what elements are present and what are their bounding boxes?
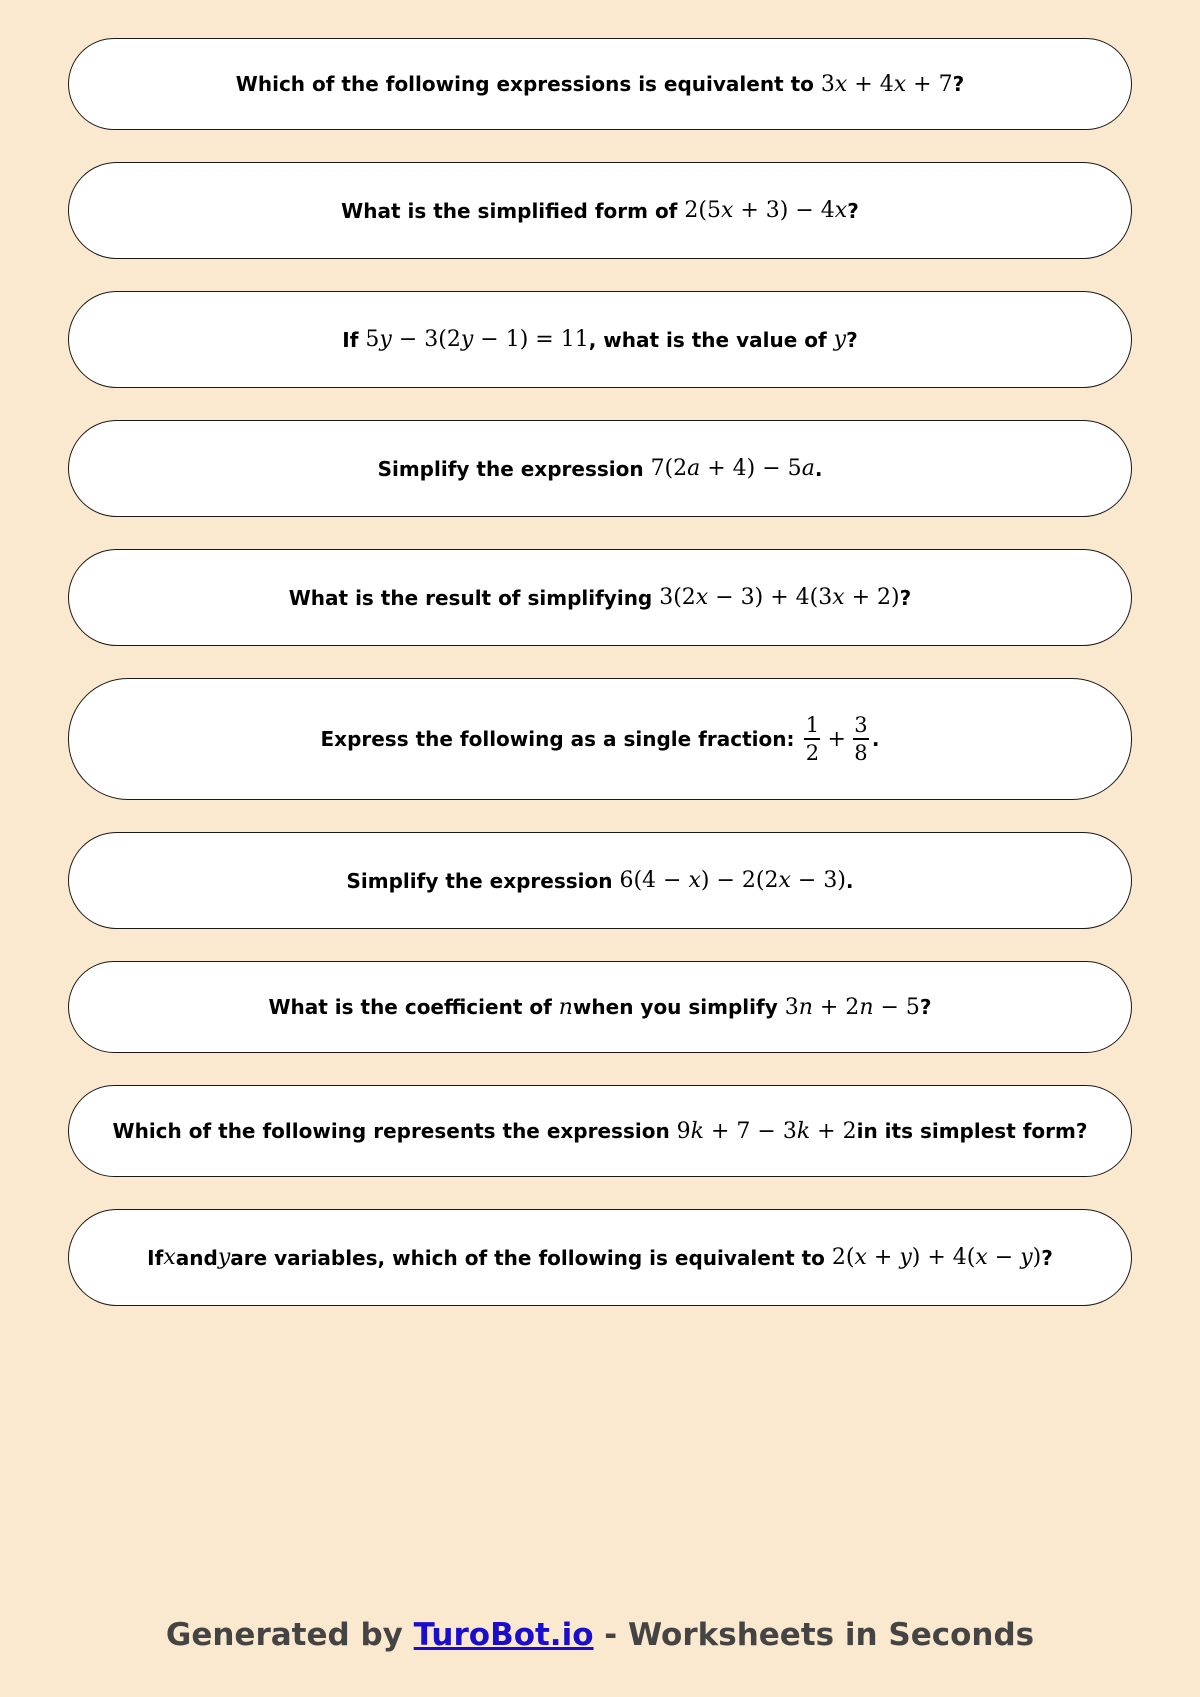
question-4	[68, 420, 1132, 517]
math-expression: n	[558, 994, 573, 1020]
question-text: Which of the following represents the expression	[112, 1119, 670, 1143]
fraction-bar	[853, 738, 869, 739]
fraction-numerator: 1	[805, 713, 820, 738]
question-text: .	[814, 456, 823, 481]
question-6	[68, 678, 1132, 800]
question-text: Which of the following expressions is equivalent to	[235, 72, 814, 96]
math-expression: 7(2a + 4) − 5a	[650, 456, 815, 481]
question-text: If	[342, 327, 359, 352]
question-text: ?	[847, 198, 859, 223]
fraction-bar	[804, 738, 820, 739]
math-expression: 6(4 − x) − 2(2x − 3)	[619, 868, 846, 893]
question-text: ?	[899, 585, 912, 610]
fraction-denominator: 8	[854, 740, 868, 765]
question-3	[68, 291, 1132, 388]
question-10	[68, 1209, 1132, 1306]
math-expression: 3n + 2n − 5	[784, 994, 920, 1020]
turobot-link[interactable]: TuroBot.io	[413, 1617, 594, 1653]
question-2	[68, 162, 1132, 259]
footer	[0, 1617, 1200, 1653]
question-text: What is the simplified form of	[341, 198, 678, 223]
question-5	[68, 549, 1132, 646]
question-text: in its simplest form?	[856, 1119, 1088, 1143]
question-text: , what is the value of	[588, 327, 827, 352]
math-expression: x	[163, 1245, 176, 1270]
math-expression: y	[217, 1245, 231, 1270]
question-text: are variables, which of the following is equivalent to	[230, 1245, 825, 1270]
fraction-numerator: 3	[854, 713, 868, 738]
question-text: .	[871, 727, 880, 751]
question-text: .	[845, 868, 854, 893]
question-text: ?	[952, 72, 965, 96]
question-text: Express the following as a single fraction:	[320, 727, 795, 751]
fraction-denominator: 2	[805, 740, 820, 765]
math-operator: +	[827, 726, 846, 752]
question-text: ?	[846, 327, 858, 352]
math-expression: y	[833, 327, 847, 352]
question-text: If	[147, 1245, 164, 1270]
footer-prefix: Generated by	[165, 1617, 414, 1653]
math-expression: 2(x + y) + 4(x − y)	[831, 1245, 1042, 1270]
question-text: and	[175, 1245, 218, 1270]
question-list	[68, 38, 1132, 1306]
math-expression: 2(5x + 3) − 4x	[684, 198, 848, 223]
question-text: What is the coefficient of	[268, 995, 552, 1019]
question-text: What is the result of simplifying	[288, 585, 653, 610]
math-expression: 5y − 3(2y − 1) = 11	[365, 327, 589, 352]
question-1	[68, 38, 1132, 130]
question-text: ?	[1041, 1245, 1053, 1270]
fraction	[804, 714, 820, 763]
question-text: Simplify the expression	[377, 456, 644, 481]
math-expression: 3x + 4x + 7	[820, 71, 953, 97]
question-text: Simplify the expression	[346, 868, 613, 893]
question-9	[68, 1085, 1132, 1177]
fraction	[853, 714, 869, 763]
math-expression: 9k + 7 − 3k + 2	[676, 1118, 857, 1144]
question-8	[68, 961, 1132, 1053]
question-text: ?	[919, 995, 932, 1019]
question-text: when you simplify	[572, 995, 778, 1019]
footer-suffix: - Worksheets in Seconds	[593, 1617, 1035, 1653]
math-expression: 3(2x − 3) + 4(3x + 2)	[659, 585, 900, 610]
question-7	[68, 832, 1132, 929]
